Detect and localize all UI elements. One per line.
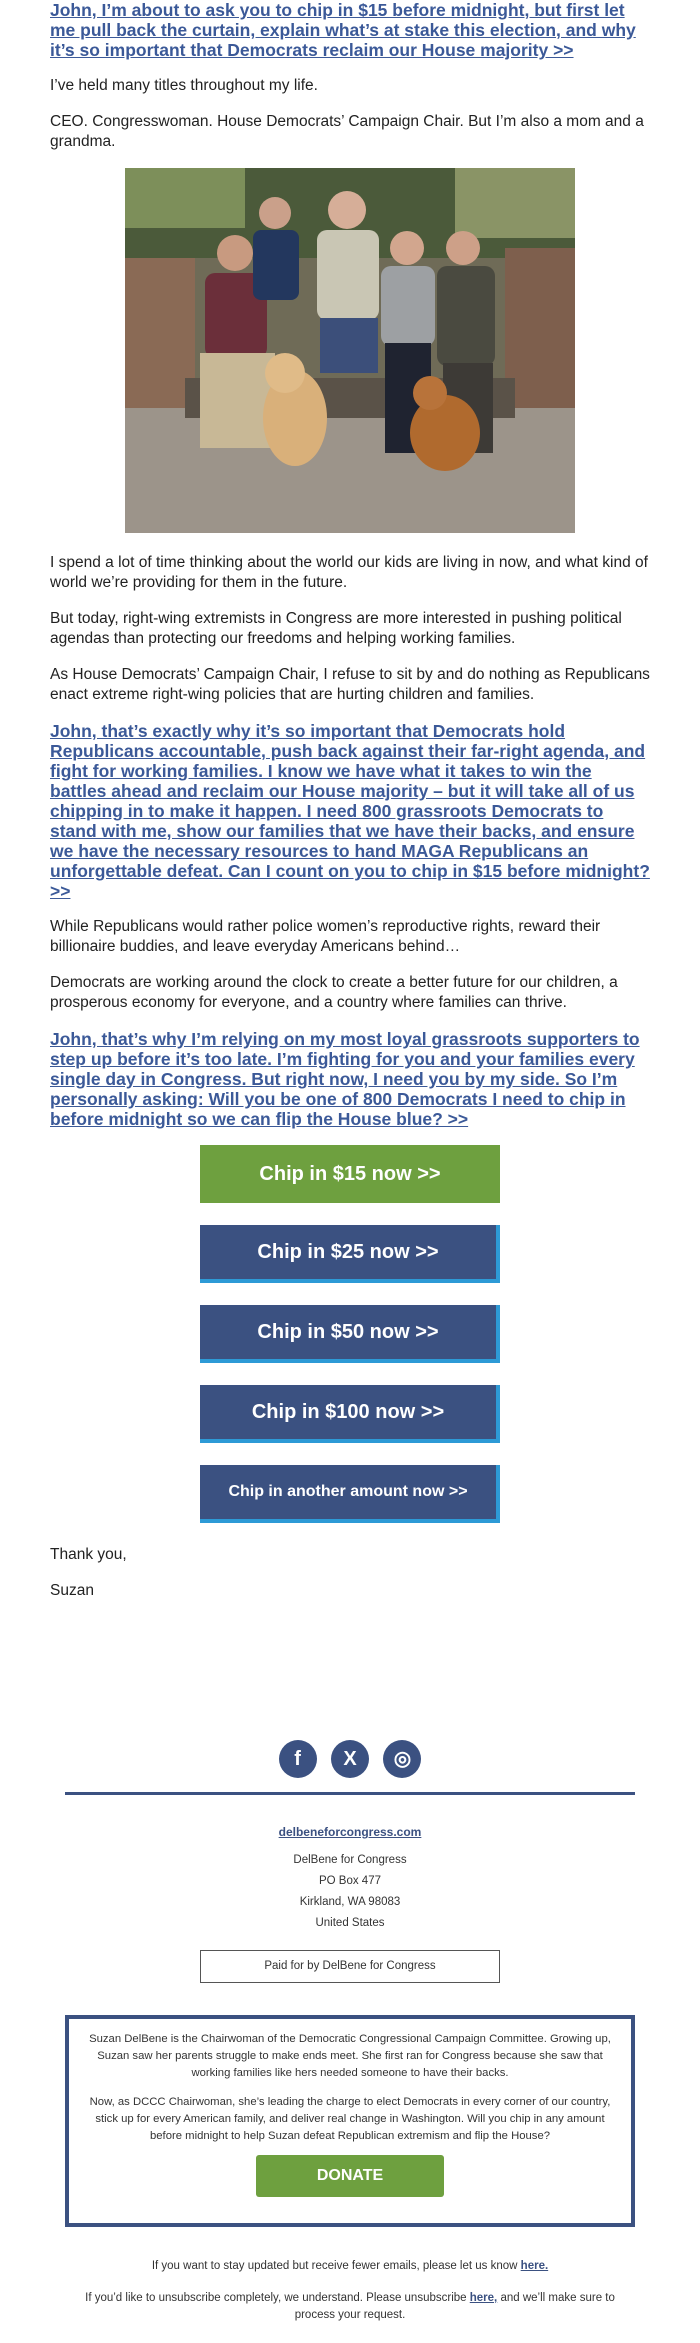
unsubscribe-text-2: and we’ll make sure to process your request. bbox=[294, 2292, 615, 2321]
unsubscribe-line bbox=[70, 2290, 630, 2324]
chip-in-15-button[interactable]: Chip in $15 now >> bbox=[200, 1145, 500, 1203]
intro-link[interactable]: John, I’m about to ask you to chip in $15 before midnight, but first let me pull back the curtain, explain what’s at stake this election, and why it’s so important that Democrats reclaim our House majority >> bbox=[50, 0, 636, 60]
country: United States bbox=[315, 1917, 385, 1929]
family-photo bbox=[125, 168, 575, 533]
bio-paragraph-1: Suzan DelBene is the Chairwoman of the Democratic Congressional Campaign Committee. Growing up, Suzan saw her parents struggle to make ends meet. She first ran for Congress because she saw that working families like hers needed someone to have their backs. bbox=[89, 2033, 611, 2079]
org-name: DelBene for Congress bbox=[293, 1854, 407, 1866]
paragraph-roles: CEO. Congresswoman. House Democrats’ Campaign Chair. But I’m also a mom and a grandma. bbox=[50, 113, 644, 150]
facebook-icon[interactable]: f bbox=[279, 1740, 317, 1778]
footer-address bbox=[0, 1822, 700, 1934]
x-icon[interactable]: X bbox=[331, 1740, 369, 1778]
chip-in-other-button[interactable]: Chip in another amount now >> bbox=[200, 1465, 500, 1523]
instagram-icon[interactable]: ◎ bbox=[383, 1740, 421, 1778]
city-line: Kirkland, WA 98083 bbox=[299, 1896, 401, 1908]
signature: Suzan bbox=[50, 1582, 94, 1599]
po-box: PO Box 477 bbox=[318, 1875, 381, 1887]
paid-for-box: Paid for by DelBene for Congress bbox=[200, 1950, 500, 1983]
ask-link-main[interactable]: John, that’s exactly why it’s so important that Democrats hold Republicans accountable, push back against their far-right agenda, and fight for working families. I know we have what it takes to win the battles ahead and reclaim our House majority – but it will take all of us chipping in to make it happen. I need 800 grassroots Democrats to stand with me, show our families that we have their backs, and ensure we have the necessary resources to hand MAGA Republicans an unforgettable defeat. Can I count on you to chip in $15 before midnight? >> bbox=[50, 721, 650, 901]
email-body bbox=[50, 0, 650, 1617]
paragraph-democrats: Democrats are working around the clock to create a better future for our children, a prosperous economy for everyone, and a country where families can thrive. bbox=[50, 974, 618, 1011]
unsubscribe-link[interactable]: here, bbox=[469, 2292, 498, 2304]
fewer-emails-text: If you want to stay updated but receive fewer emails, please let us know bbox=[151, 2260, 518, 2272]
donate-button[interactable]: DONATE bbox=[256, 2155, 444, 2197]
bio-box bbox=[65, 2015, 635, 2227]
fewer-emails-link[interactable]: here. bbox=[520, 2260, 549, 2272]
chip-in-25-button[interactable]: Chip in $25 now >> bbox=[200, 1225, 500, 1283]
paragraph-republicans: While Republicans would rather police women’s reproductive rights, reward their billionaire buddies, and leave everyday Americans behind… bbox=[50, 918, 601, 955]
paragraph-titles: I’ve held many titles throughout my life. bbox=[50, 77, 318, 94]
unsubscribe-text-1: If you’d like to unsubscribe completely, we understand. Please unsubscribe bbox=[85, 2292, 467, 2304]
paragraph-extremists: But today, right-wing extremists in Congress are more interested in pushing political agendas than protecting our freedoms and helping working families. bbox=[50, 610, 622, 647]
paragraph-kids: I spend a lot of time thinking about the world our kids are living in now, and what kind of world we’re providing for them in the future. bbox=[50, 554, 648, 591]
social-links bbox=[0, 1740, 700, 1778]
bio-paragraph-2: Now, as DCCC Chairwoman, she’s leading the charge to elect Democrats in every corner of our country, stick up for every American family, and deliver real change in Washington. Will you chip in any amount before midnight to help Suzan defeat Republican extremism and flip the House? bbox=[89, 2096, 611, 2142]
thank-you: Thank you, bbox=[50, 1546, 127, 1563]
ask-link-final[interactable]: John, that’s why I’m relying on my most loyal grassroots supporters to step up before it’s too late. I’m fighting for you and your families every single day in Congress. But right now, I need you by my side. So I’m personally asking: Will you be one of 800 Democrats I need to chip in before midnight so we can flip the House blue? >> bbox=[50, 1029, 640, 1129]
fewer-emails-line bbox=[0, 2258, 700, 2275]
chip-in-100-button[interactable]: Chip in $100 now >> bbox=[200, 1385, 500, 1443]
chip-in-50-button[interactable]: Chip in $50 now >> bbox=[200, 1305, 500, 1363]
footer-divider bbox=[65, 1792, 635, 1795]
website-link[interactable]: delbeneforcongress.com bbox=[278, 1825, 422, 1839]
paragraph-refuse: As House Democrats’ Campaign Chair, I refuse to sit by and do nothing as Republicans enact extreme right-wing policies that are hurting children and families. bbox=[50, 666, 650, 703]
